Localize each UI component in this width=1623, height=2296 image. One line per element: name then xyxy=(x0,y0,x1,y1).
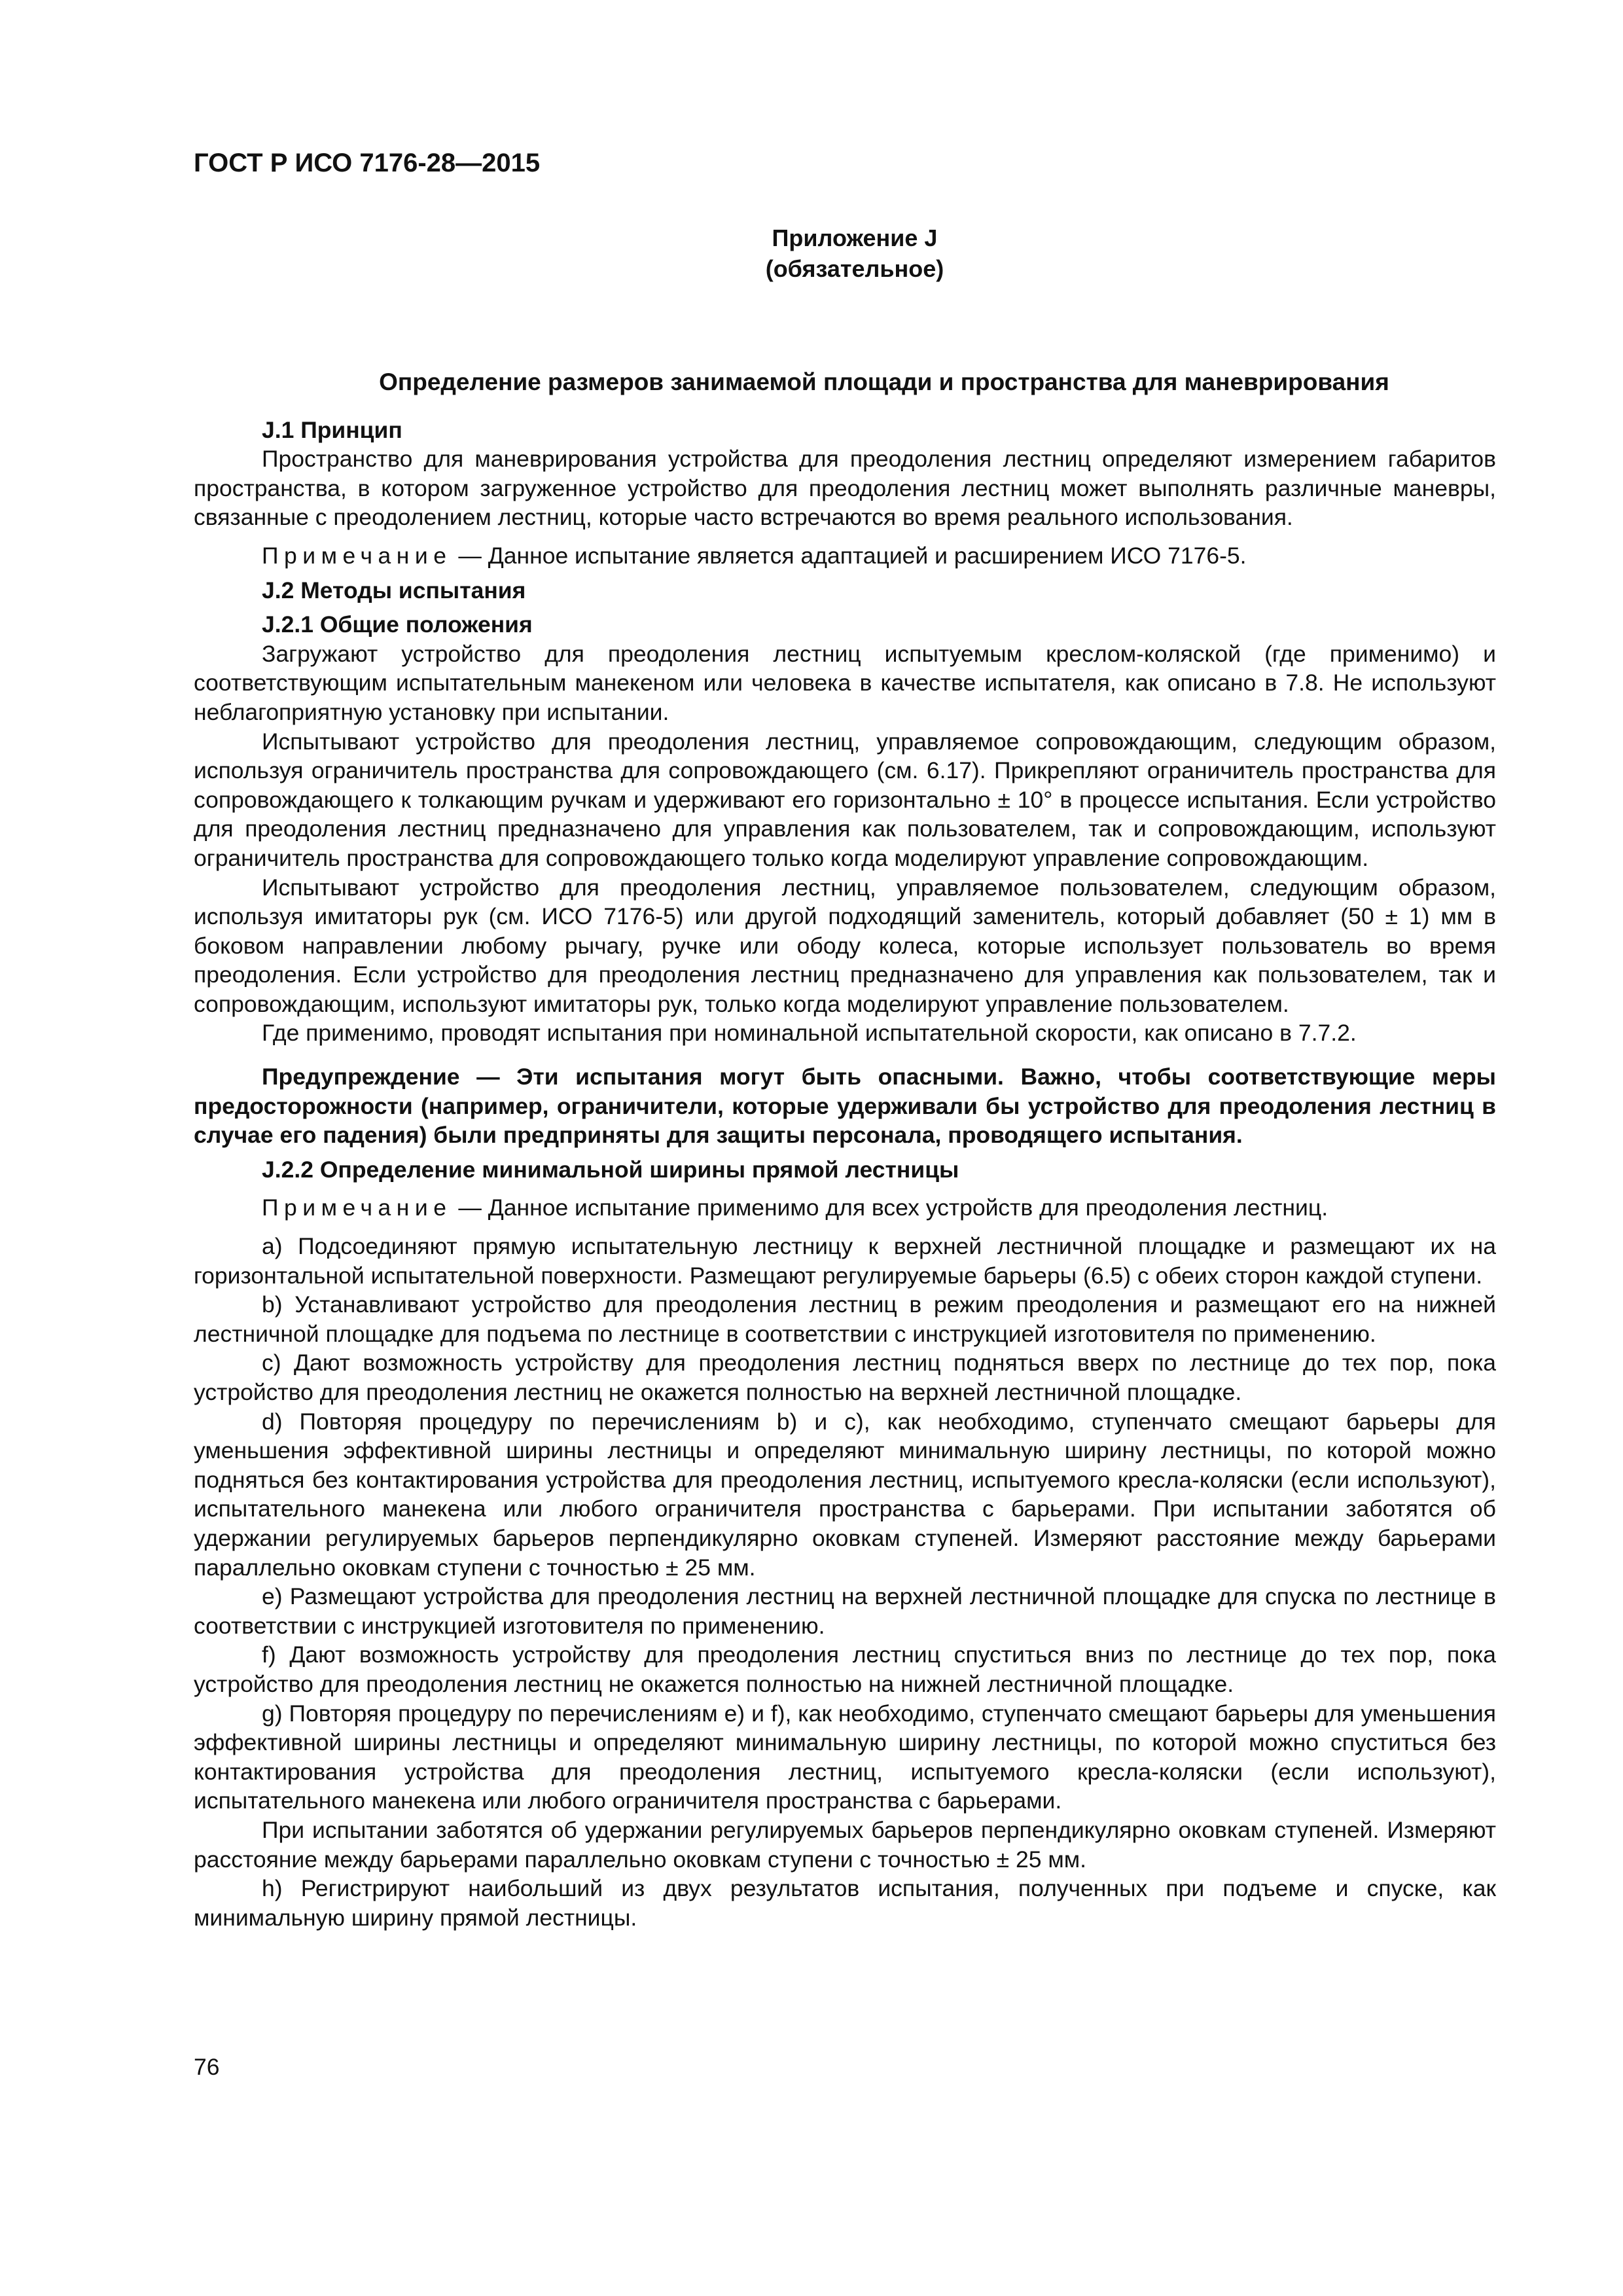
appendix-title: Определение размеров занимаемой площади и пространства для маневрирования xyxy=(379,368,1389,395)
warning-paragraph: Предупреждение — Эти испытания могут быть опасными. Важно, чтобы соответствующие меры предосторожности (например, ограничители, которые удерживали бы устройство для преодоления лестниц в случае его падения) были предприняты для защиты персонала, проводящего испытания. xyxy=(194,1064,1496,1149)
note-j1 xyxy=(194,541,1496,571)
section-j22-heading: J.2.2 Определение минимальной ширины прямой лестницы xyxy=(262,1156,959,1183)
list-item: При испытании заботятся об удержании регулируемых барьеров перпендикулярно оковкам ступеней. Измеряют расстояние между барьерами параллельно оковкам ступени с точностью ± 25 мм. xyxy=(194,1816,1496,1873)
appendix-status: (обязательное) xyxy=(765,255,944,282)
list-item: c) Дают возможность устройству для преодоления лестниц подняться вверх по лестнице до тех пор, пока устройство для преодоления лестниц не окажется полностью на верхней лестничной площадке. xyxy=(194,1350,1496,1405)
note-j22 xyxy=(194,1193,1496,1223)
paragraph: Испытывают устройство для преодоления лестниц, управляемое пользователем, следующим образом, используя имитаторы рук (см. ИСО 7176-5) или другой подходящий заменитель, который добавляет (50 ± 1) мм в боковом направлении любому рычагу, ручке или ободу колеса, которые использует пользователь во время преодоления. Если устройство для преодоления лестниц предназначено для управления как пользователем, так и сопровождающим, используют имитаторы рук, только когда моделируют управление пользователем. xyxy=(194,874,1496,1017)
list-item: b) Устанавливают устройство для преодоления лестниц в режим преодоления и размещают его на нижней лестничной площадке для подъема по лестнице в соответствии с инструкцией изготовителя по применению. xyxy=(194,1291,1496,1347)
section-j21-heading: J.2.1 Общие положения xyxy=(262,611,533,638)
document-body xyxy=(194,368,1496,1932)
section-j1-heading: J.1 Принцип xyxy=(262,416,402,443)
appendix-label: Приложение J xyxy=(772,224,938,251)
paragraph: Испытывают устройство для преодоления лестниц, управляемое сопровождающим, следующим образом, используя ограничитель пространства для сопровождающего (см. 6.17). Прикрепляют ограничитель пространства для сопровождающего к толкающим ручкам и удерживают его горизонтально ± 10° в процессе испытания. Если устройство для преодоления лестниц предназначено для управления как пользователем, так и сопровождающим, используют ограничитель пространства для сопровождающего только когда моделируют управление сопровождающим. xyxy=(194,728,1496,871)
list-item: g) Повторяя процедуру по перечислениям e) и f), как необходимо, ступенчато смещают барьеры для уменьшения эффективной ширины лестницы и определяют минимальную ширину лестницы, по которой можно спуститься без контактирования устройства для преодоления лестниц, испытуемого кресла-коляски (если используют), испытательного манекена или любого ограничителя пространства с барьерами. xyxy=(194,1700,1496,1814)
list-item: f) Дают возможность устройству для преодоления лестниц спуститься вниз по лестнице до тех пор, пока устройство для преодоления лестниц не окажется полностью на нижней лестничной площадке. xyxy=(194,1641,1496,1697)
list-item: a) Подсоединяют прямую испытательную лестницу к верхней лестничной площадке и размещают их на горизонтальной испытательной поверхности. Размещают регулируемые барьеры (6.5) с обеих сторон каждой ступени. xyxy=(194,1233,1496,1289)
note-text: — Данное испытание является адаптацией и расширением ИСО 7176-5. xyxy=(452,542,1247,569)
list-item: h) Регистрируют наибольший из двух результатов испытания, полученных при подъеме и спуске, как минимальную ширину прямой лестницы. xyxy=(194,1875,1496,1931)
appendix-header xyxy=(0,223,1623,284)
list-item: e) Размещают устройства для преодоления лестниц на верхней лестничной площадке для спуска по лестнице в соответствии с инструкцией изготовителя по применению. xyxy=(194,1583,1496,1639)
note-text: — Данное испытание применимо для всех устройств для преодоления лестниц. xyxy=(452,1194,1329,1221)
note-label: Примечание xyxy=(262,542,452,569)
page-number: 76 xyxy=(194,2054,220,2080)
section-j2-heading: J.2 Методы испытания xyxy=(262,577,526,603)
section-j1-paragraph: Пространство для маневрирования устройства для преодоления лестниц определяют измерением габаритов пространства, в котором загруженное устройство для преодоления лестниц может выполнять различные маневры, связанные с преодолением лестниц, которые часто встречаются во время реального использования. xyxy=(194,446,1496,531)
paragraph: Загружают устройство для преодоления лестниц испытуемым креслом-коляской (где применимо) и соответствующим испытательным манекеном или человека в качестве испытателя, как описано в 7.8. Не используют неблагоприятную установку при испытании. xyxy=(194,640,1496,725)
paragraph: Где применимо, проводят испытания при номинальной испытательной скорости, как описано в 7.7.2. xyxy=(262,1020,1357,1047)
list-item: d) Повторяя процедуру по перечислениям b) и c), как необходимо, ступенчато смещают барьеры для уменьшения эффективной ширины лестницы и определяют минимальную ширину лестницы, по которой можно подняться без контактирования устройства для преодоления лестниц, испытуемого кресла-коляски (если используют), испытательного манекена или любого ограничителя пространства с барьерами. При испытании заботятся об удержании регулируемых барьеров перпендикулярно оковкам ступеней. Измеряют расстояние между барьерами параллельно оковкам ступени с точностью ± 25 мм. xyxy=(194,1408,1496,1581)
note-label: Примечание xyxy=(262,1194,452,1221)
document-id: ГОСТ Р ИСО 7176-28—2015 xyxy=(194,149,541,177)
